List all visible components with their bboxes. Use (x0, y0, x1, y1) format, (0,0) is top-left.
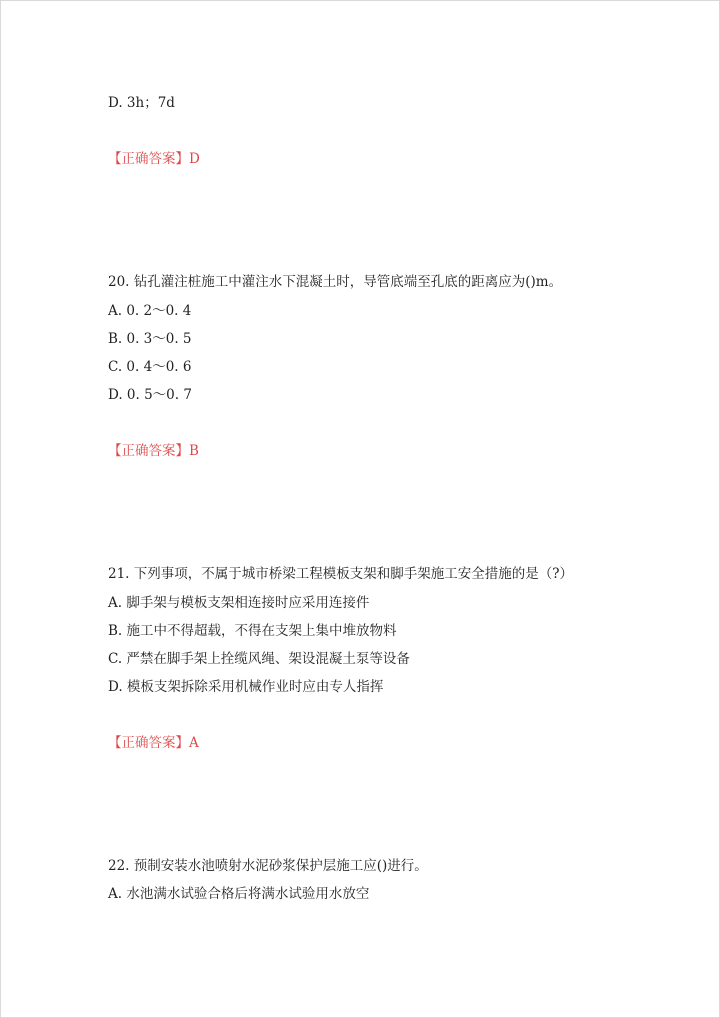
answer-label: 【正确答案】 (108, 735, 189, 751)
question-text: 21. 下列事项，不属于城市桥梁工程模板支架和脚手架施工安全措施的是（?） (108, 566, 573, 582)
option-line: A. 脚手架与模板支架相连接时应采用连接件 (108, 595, 370, 611)
question-text: 20. 钻孔灌注桩施工中灌注水下混凝土时，导管底端至孔底的距离应为()m。 (108, 274, 563, 290)
option-line: B. 0. 3～0. 5 (108, 331, 192, 347)
option-line: D. 3h；7d (108, 95, 175, 111)
answer-value: D (189, 151, 200, 167)
option-line: A. 0. 2～0. 4 (108, 303, 192, 319)
answer-value: A (189, 735, 199, 751)
option-line: B. 施工中不得超载，不得在支架上集中堆放物料 (108, 623, 397, 639)
option-line: C. 严禁在脚手架上拴缆风绳、架设混凝土泵等设备 (108, 651, 410, 667)
question-text: 22. 预制安装水池喷射水泥砂浆保护层施工应()进行。 (108, 858, 428, 874)
answer-line (108, 150, 200, 168)
option-line: D. 0. 5～0. 7 (108, 387, 192, 403)
answer-line (108, 442, 199, 460)
option-line: C. 0. 4～0. 6 (108, 359, 192, 375)
answer-line (108, 734, 199, 752)
option-line: A. 水池满水试验合格后将满水试验用水放空 (108, 886, 370, 902)
answer-label: 【正确答案】 (108, 151, 189, 167)
answer-value: B (189, 443, 199, 459)
answer-label: 【正确答案】 (108, 443, 189, 459)
option-line: D. 模板支架拆除采用机械作业时应由专人指挥 (108, 679, 384, 695)
